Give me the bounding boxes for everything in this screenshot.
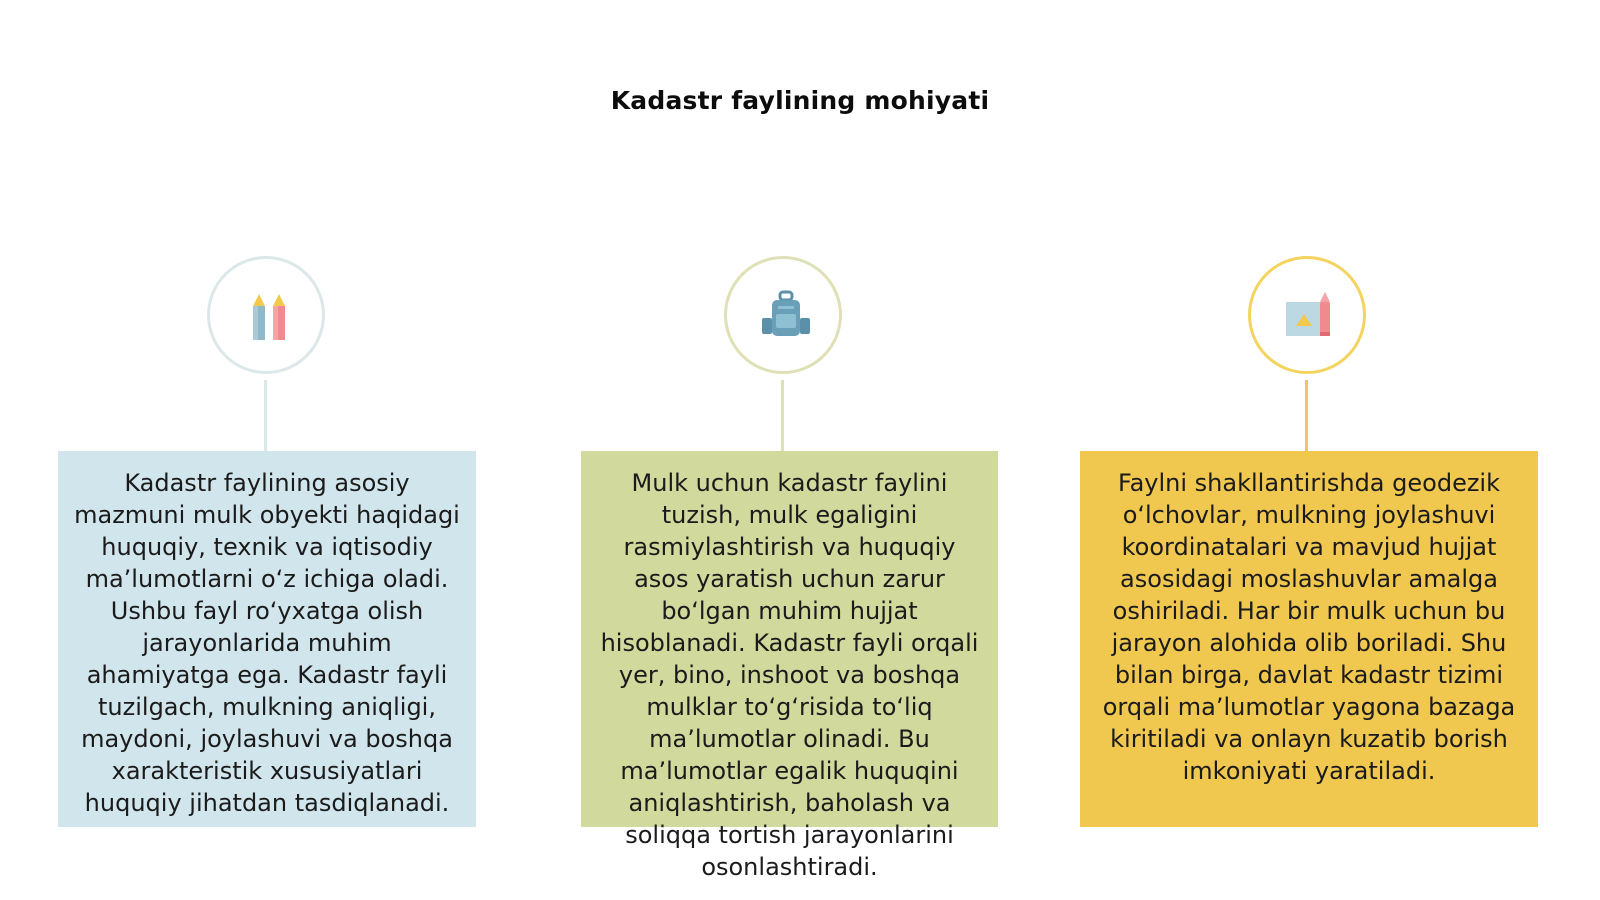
card-text-1: Kadastr faylining asosiy mazmuni mulk obyekti haqidagi huquqiy, texnik va iqtisodiy ma’lumotlarni o‘z ichiga oladi. Ushbu fayl ro‘yxatga olish jarayonlarida muhim ahamiyatga ega. Kadastr fayli tuzilgach, mulkning aniqligi, maydoni, joylashuvi va boshqa xarakteristik xususiyatlari huquqiy jihatdan tasdiqlanadi. [74,469,460,817]
info-card-1 [58,451,476,827]
card-text-3: Faylni shakllantirishda geodezik o‘lchovlar, mulkning joylashuvi koordinatalari va mavjud hujjat asosidagi moslashuvlar amalga oshiriladi. Har bir mulk uchun bu jarayon alohida olib boriladi. Shu bilan birga, davlat kadastr tizimi orqali ma’lumotlar yagona bazaga kiritiladi va onlayn kuzatib borish imkoniyati yaratiladi. [1102,469,1516,785]
icon-ring-3 [1248,256,1366,374]
info-card-3 [1080,451,1538,827]
card-text-2: Mulk uchun kadastr faylini tuzish, mulk egaligini rasmiylashtirish va huquqiy asos yaratish uchun zarur bo‘lgan muhim hujjat hisoblanadi. Kadastr fayli orqali yer, bino, inshoot va boshqa mulklar to‘g‘risida to‘liq ma’lumotlar olinadi. Bu ma’lumotlar egalik huquqini aniqlashtirish, baholash va soliqqa tortish jarayonlarini osonlashtiradi. [600,469,979,881]
pencils-icon [239,288,299,348]
connector-line-1 [264,380,267,451]
icon-ring-1 [207,256,325,374]
connector-line-2 [781,380,784,451]
drawing-board-icon [1280,288,1340,348]
backpack-icon [756,288,816,348]
info-card-2 [581,451,998,881]
connector-line-3 [1305,380,1308,451]
slide-title: Kadastr faylining mohiyati [610,86,990,115]
icon-ring-2 [724,256,842,374]
